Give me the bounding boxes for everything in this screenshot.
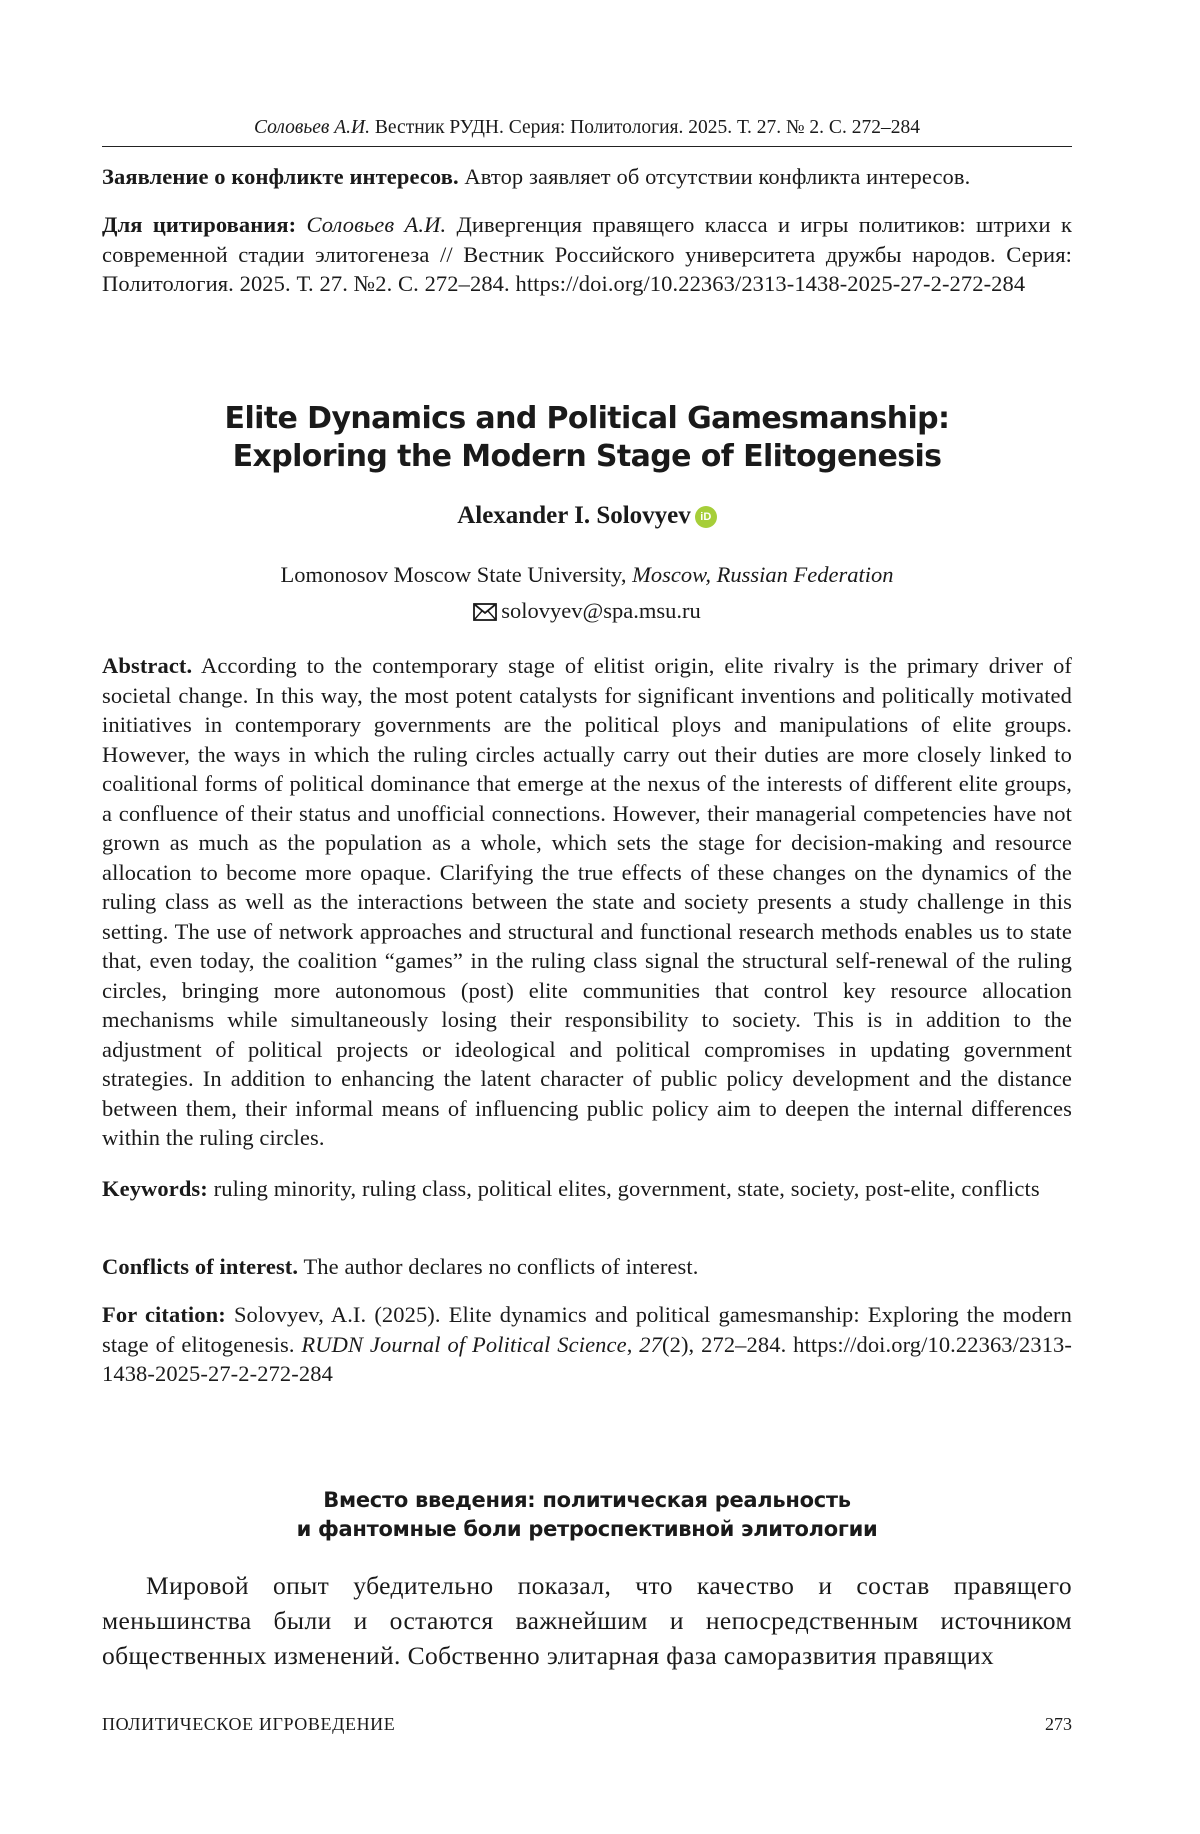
section-heading-line-2: и фантомные боли ретроспективной элитологии — [102, 1515, 1072, 1544]
page-number: 273 — [1045, 1712, 1072, 1736]
abstract-text: According to the contemporary stage of elitist origin, elite rivalry is the primary driver of societal change. In this way, the most potent catalysts for significant inventions and politically motivated initiatives in contemporary governments are the political ploys and manipulations of elite groups. However, the ways in which the ruling circles actually carry out their duties are more closely linked to coalitional forms of political dominance that emerge at the nexus of the interests of different elite groups, a confluence of their status and unofficial connections. However, their managerial competencies have not grown as much as the population as a whole, which sets the stage for decision-making and resource allocation to become more opaque. Clarifying the true effects of these changes on the dynamics of the ruling class as well as the interactions between the state and society presents a study challenge in this setting. The use of network approaches and structural and functional research methods enables us to state that, even today, the coalition “games” in the ruling class signal the structural self-renewal of the ruling circles, bringing more autonomous (post) elite communities that control key resource allocation mechanisms while simultaneously losing their responsibility to society. This is in addition to the adjustment of political projects or ideological and political compromises in updating government strategies. In addition to enhancing the latent character of public policy development and the distance between them, their informal means of influencing public policy aim to deepen the internal differences within the ruling circles. — [102, 653, 1072, 1150]
ru-citation-text: Дивергенция правящего класса и игры политиков: штрихи к современной стадии элитогенеза // Вестник Российского университета дружбы народов. Серия: Политология. 2025. Т. 27. №2. С. 272–284. https://doi.org/10.22363/2313-1438-2025-27-2-272-284 — [102, 212, 1072, 296]
abstract-label: Abstract. — [102, 653, 192, 678]
orcid-icon[interactable]: iD — [695, 506, 717, 528]
ru-citation-label: Для цитирования: — [102, 212, 296, 237]
affiliation-university: Lomonosov Moscow State University, — [280, 562, 626, 587]
ru-conflict-label: Заявление о конфликте интересов. — [102, 164, 459, 189]
en-citation-text-after: (2), 272–284. https://doi.org/10.22363/2313-1438-2025-27-2-272-284 — [102, 1332, 1072, 1387]
en-conflict-statement — [102, 1252, 1072, 1282]
keywords-label: Keywords: — [102, 1176, 208, 1201]
author-email[interactable]: solovyev@spa.msu.ru — [501, 598, 700, 623]
article-title-line-2: Exploring the Modern Stage of Elitogenesis — [102, 438, 1072, 476]
email-line — [102, 596, 1072, 629]
author-line — [102, 500, 1072, 532]
body-paragraph: Мировой опыт убедительно показал, что качество и состав правящего меньшинства были и остаются важнейшим и непосредственным источником общественных изменений. Собственно элитарная фаза саморазвития правящих — [102, 1568, 1072, 1673]
keywords-text: ruling minority, ruling class, political elites, government, state, society, post-elite, conflicts — [214, 1176, 1040, 1201]
journal-page — [0, 0, 1200, 1834]
section-heading — [102, 1486, 1072, 1544]
affiliation-location: Moscow, Russian Federation — [632, 562, 893, 587]
ru-citation — [102, 210, 1072, 299]
en-citation-journal: RUDN Journal of Political Science — [301, 1332, 626, 1357]
en-citation-volume: 27 — [639, 1332, 662, 1357]
article-title-line-1: Elite Dynamics and Political Gamesmanship: — [102, 400, 1072, 438]
affiliation — [102, 560, 1072, 590]
en-conflict-text: The author declares no conflicts of interest. — [303, 1254, 698, 1279]
footer-section-name: ПОЛИТИЧЕСКОЕ ИГРОВЕДЕНИЕ — [102, 1712, 395, 1736]
running-header-journal: Вестник РУДН. Серия: Политология. 2025. Т. 27. № 2. С. 272–284 — [375, 117, 920, 138]
en-citation: For citation: Solovyev, A.I. (2025). Elite dynamics and political gamesmanship: Exploring the modern stage of elitogenesis. RUDN Journal of Political Science, 27(2), 272–284. https://doi.org/10.22363/2313-1438-2025-27-2-272-284 — [102, 1300, 1072, 1389]
article-title — [102, 400, 1072, 476]
section-heading-line-1: Вместо введения: политическая реальность — [102, 1486, 1072, 1515]
en-citation-text-before: Solovyev, A.I. (2025). Elite dynamics and political gamesmanship: Exploring the modern stage of elitogenesis. — [102, 1302, 1072, 1357]
ru-citation-author: Соловьев А.И. — [307, 212, 447, 237]
keywords — [102, 1174, 1072, 1204]
header-rule — [102, 146, 1072, 147]
running-header-authors: Соловьев А.И. — [254, 117, 370, 138]
running-header — [102, 116, 1072, 140]
ru-conflict-statement — [102, 162, 1072, 192]
en-conflict-label: Conflicts of interest. — [102, 1254, 298, 1279]
abstract — [102, 651, 1072, 1153]
ru-conflict-text: Автор заявляет об отсутствии конфликта интересов. — [464, 164, 970, 189]
en-citation-label: For citation: — [102, 1302, 226, 1327]
mail-icon — [473, 599, 497, 629]
author-name: Alexander I. Solovyev — [457, 502, 691, 529]
